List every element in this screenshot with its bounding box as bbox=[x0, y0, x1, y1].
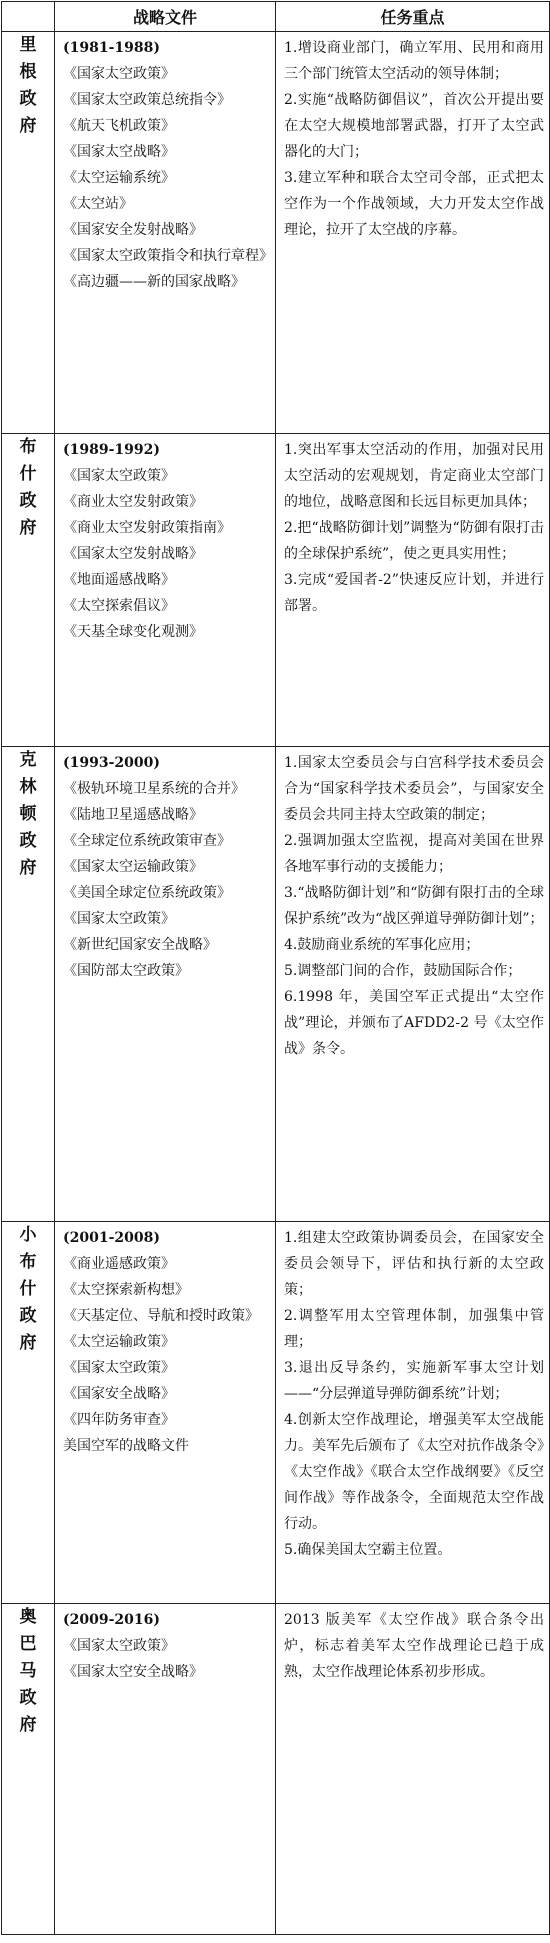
task-item: 4.创新太空作战理论，增强美军太空战能力。美军先后颁布了《太空对抗作战条令》《太空作战》《联合太空作战纲要》《反空间作战》等作战条令，全面规范太空作战行动。 bbox=[284, 1412, 544, 1532]
task-item: 2.强调加强太空监视，提高对美国在世界各地军事行动的支援能力； bbox=[284, 833, 544, 875]
strategy-document: 《美国全球定位系统政策》 bbox=[63, 885, 231, 901]
strategy-document: 《国家太空运输政策》 bbox=[63, 859, 203, 875]
task-item: 6.1998 年，美国空军正式提出“太空作战”理论，并颁布了AFDD2-2 号《太空作战》条令。 bbox=[284, 989, 544, 1057]
task-item: 3.完成“爱国者-2”快速反应计划，并进行部署。 bbox=[284, 572, 544, 614]
strategy-document: 《四年防务审查》 bbox=[63, 1412, 175, 1428]
administration-cell bbox=[2, 434, 55, 747]
period-label: (1993-2000) bbox=[63, 755, 160, 771]
administration-cell bbox=[2, 32, 55, 434]
administration-name: 布什政府 bbox=[19, 437, 37, 538]
table-row bbox=[2, 1604, 550, 1935]
period-label: (1981-1988) bbox=[63, 40, 160, 56]
table-row bbox=[2, 434, 550, 747]
administration-name: 小布什政府 bbox=[19, 1225, 37, 1353]
task-item: 1.国家太空委员会与白宫科学技术委员会合为“国家科学技术委员会”，与国家安全委员会共同主持太空政策的制定； bbox=[284, 755, 544, 823]
task-item: 5.调整部门间的合作，鼓励国际合作； bbox=[284, 963, 522, 979]
strategy-document: 《国家安全战略》 bbox=[63, 1386, 175, 1402]
strategy-document: 《国家太空发射战略》 bbox=[63, 546, 203, 562]
period-label: (2001-2008) bbox=[63, 1230, 160, 1246]
table-row bbox=[2, 32, 550, 434]
task-item: 2013 版美军《太空作战》联合条令出炉，标志着美军太空作战理论已趋于成熟，太空作战理论体系初步形成。 bbox=[284, 1612, 544, 1680]
strategy-document: 《商业遥感政策》 bbox=[63, 1256, 175, 1272]
period-label: (2009-2016) bbox=[63, 1612, 160, 1628]
header-administration bbox=[2, 2, 55, 32]
task-item: 5.确保美国太空霸主位置。 bbox=[284, 1542, 452, 1558]
strategy-document: 《国家太空战略》 bbox=[63, 144, 175, 160]
strategy-document: 美国空军的战略文件 bbox=[63, 1438, 189, 1454]
strategy-document: 《太空探索倡议》 bbox=[63, 598, 175, 614]
strategy-documents-cell bbox=[55, 1222, 276, 1604]
table-body bbox=[2, 32, 550, 1935]
strategy-document: 《天基定位、导航和授时政策》 bbox=[63, 1308, 259, 1324]
administration-name: 克林顿政府 bbox=[19, 750, 37, 878]
task-item: 1.组建太空政策协调委员会，在国家安全委员会领导下，评估和执行新的太空政策； bbox=[284, 1230, 544, 1298]
strategy-document: 《国家太空政策》 bbox=[63, 66, 175, 82]
task-item: 3.退出反导条约，实施新军事太空计划——“分层弹道导弹防御系统”计划； bbox=[284, 1360, 544, 1402]
strategy-document: 《商业太空发射政策指南》 bbox=[63, 520, 231, 536]
task-item: 2.把“战略防御计划”调整为“防御有限打击的全球保护系统”，使之更具实用性； bbox=[284, 520, 544, 562]
strategy-document: 《国家太空政策指令和执行章程》 bbox=[63, 248, 273, 264]
task-item: 1.增设商业部门，确立军用、民用和商用三个部门统管太空活动的领导体制； bbox=[284, 40, 544, 82]
strategy-document: 《国家太空政策》 bbox=[63, 911, 175, 927]
header-task-priorities: 任务重点 bbox=[276, 2, 550, 32]
strategy-document: 《国家太空政策》 bbox=[63, 1360, 175, 1376]
strategy-document: 《国家太空政策》 bbox=[63, 468, 175, 484]
task-priorities-cell bbox=[276, 1222, 550, 1604]
strategy-document: 《商业太空发射政策》 bbox=[63, 494, 203, 510]
table-row bbox=[2, 1222, 550, 1604]
strategy-document: 《地面遥感战略》 bbox=[63, 572, 175, 588]
strategy-document: 《陆地卫星遥感战略》 bbox=[63, 807, 203, 823]
administration-cell bbox=[2, 1222, 55, 1604]
period-label: (1989-1992) bbox=[63, 442, 160, 458]
strategy-document: 《天基全球变化观测》 bbox=[63, 624, 203, 640]
strategy-document: 《国家安全发射战略》 bbox=[63, 222, 203, 238]
strategy-document: 《国家太空安全战略》 bbox=[63, 1664, 203, 1680]
strategy-document: 《航天飞机政策》 bbox=[63, 118, 175, 134]
strategy-table bbox=[1, 1, 550, 1935]
task-priorities-cell bbox=[276, 434, 550, 747]
strategy-document: 《太空探索新构想》 bbox=[63, 1282, 189, 1298]
task-item: 3.建立军种和联合太空司令部，正式把太空作为一个作战领域，大力开发太空作战理论，拉开了太空战的序幕。 bbox=[284, 170, 544, 238]
task-item: 2.实施“战略防御倡议”，首次公开提出要在太空大规模地部署武器，打开了太空武器化的大门； bbox=[284, 92, 544, 160]
strategy-document: 《国家太空政策总统指令》 bbox=[63, 92, 231, 108]
administration-cell bbox=[2, 1604, 55, 1935]
strategy-document: 《新世纪国家安全战略》 bbox=[63, 937, 217, 953]
task-priorities-cell bbox=[276, 747, 550, 1222]
strategy-documents-cell bbox=[55, 434, 276, 747]
task-item: 4.鼓励商业系统的军事化应用； bbox=[284, 937, 480, 953]
strategy-document: 《极轨环境卫星系统的合并》 bbox=[63, 781, 245, 797]
strategy-documents-cell bbox=[55, 32, 276, 434]
table-row bbox=[2, 747, 550, 1222]
strategy-document: 《太空运输政策》 bbox=[63, 1334, 175, 1350]
task-priorities-cell bbox=[276, 32, 550, 434]
strategy-document: 《国家太空政策》 bbox=[63, 1638, 175, 1654]
strategy-document: 《国防部太空政策》 bbox=[63, 963, 189, 979]
task-item: 3.“战略防御计划”和“防御有限打击的全球保护系统”改为“战区弹道导弹防御计划”； bbox=[284, 885, 544, 927]
administration-name: 奥巴马政府 bbox=[19, 1607, 37, 1735]
strategy-documents-cell bbox=[55, 1604, 276, 1935]
administration-cell bbox=[2, 747, 55, 1222]
administration-name: 里根政府 bbox=[19, 35, 37, 136]
header-row bbox=[2, 2, 550, 32]
strategy-document: 《高边疆——新的国家战略》 bbox=[63, 274, 245, 290]
strategy-documents-cell bbox=[55, 747, 276, 1222]
header-strategy-documents: 战略文件 bbox=[55, 2, 276, 32]
strategy-document: 《太空站》 bbox=[63, 196, 133, 212]
strategy-document: 《太空运输系统》 bbox=[63, 170, 175, 186]
task-item: 1.突出军事太空活动的作用，加强对民用太空活动的宏观规划，肯定商业太空部门的地位，战略意图和长远目标更加具体； bbox=[284, 442, 544, 510]
strategy-document: 《全球定位系统政策审查》 bbox=[63, 833, 231, 849]
task-priorities-cell bbox=[276, 1604, 550, 1935]
task-item: 2.调整军用太空管理体制，加强集中管理； bbox=[284, 1308, 544, 1350]
